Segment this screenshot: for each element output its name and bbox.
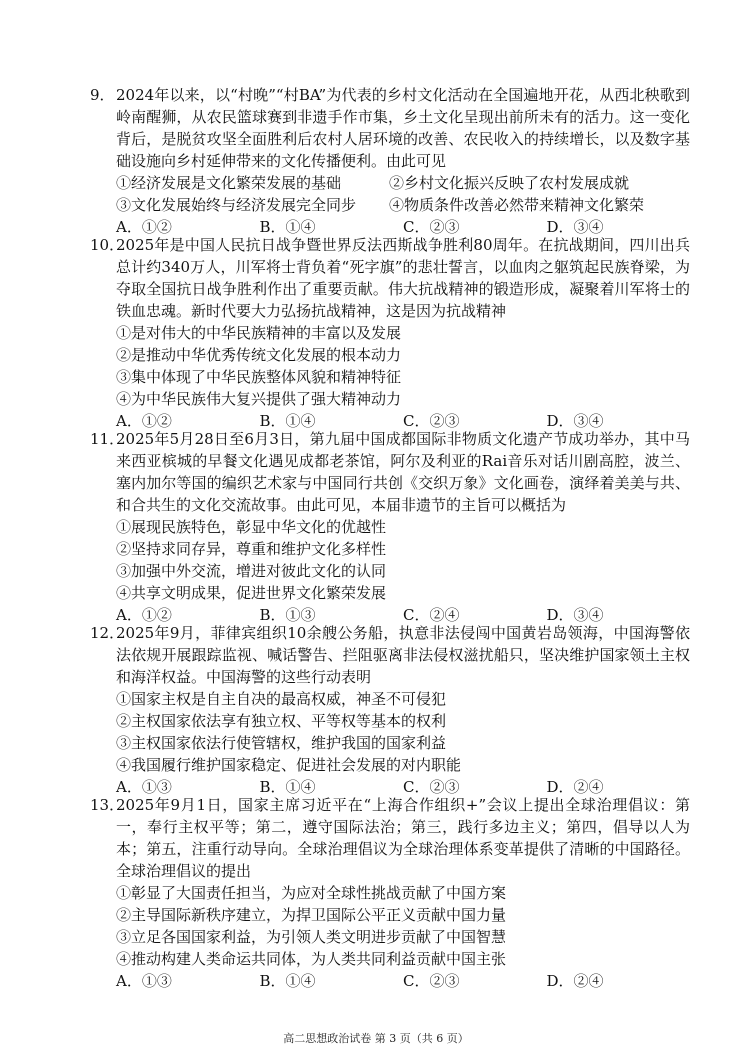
- question-stem: [90, 794, 690, 882]
- statement: ①是对伟大的中华民族精神的丰富以及发展: [116, 324, 402, 342]
- choice-b[interactable]: B．①④: [259, 778, 316, 796]
- statement: ③集中体现了中华民族整体风貌和精神特征: [116, 368, 402, 386]
- question-number: 9．: [90, 86, 115, 104]
- question-number: 13．: [90, 796, 125, 814]
- question-text: 2025年5月28日至6月3日，第九届中国成都国际非物质文化遗产节成功举办，其中马来西亚槟城的早餐文化遇见成都老茶馆，阿尔及利亚的Rai音乐对话川剧高腔，波兰、塞内加尔等国的编织艺术家与中国同行共创《交织万象》文化画卷，演绎着美美与共、和合共生的文化交流故事。由此可见，本届非遗节的主旨可以概括为: [116, 430, 690, 514]
- choice-c[interactable]: C．②④: [403, 606, 460, 624]
- question-text: 2025年9月，菲律宾组织10余艘公务船，执意非法侵闯中国黄岩岛领海，中国海警依法依规开展跟踪监视、喊话警告、拦阻驱离非法侵权滋扰船只，坚决维护国家领土主权和海洋权益。中国海警的这些行动表明: [116, 624, 690, 686]
- statement: ②乡村文化振兴反映了农村发展成就: [389, 174, 630, 192]
- statement: ③主权国家依法行使管辖权，维护我国的国家利益: [116, 734, 447, 752]
- statement: ②主导国际新秩序建立，为捍卫国际公平正义贡献中国力量: [116, 906, 507, 924]
- statement: ①经济发展是文化繁荣发展的基础: [116, 174, 342, 192]
- statement: ④推动构建人类命运共同体，为人类共同利益贡献中国主张: [116, 950, 507, 968]
- choice-a[interactable]: A．①③: [116, 778, 172, 796]
- choice-c[interactable]: C．②③: [403, 412, 460, 430]
- question-stem: [90, 622, 690, 688]
- question-number: 10．: [90, 236, 125, 254]
- choice-b[interactable]: B．①④: [259, 972, 316, 990]
- choice-c[interactable]: C．②③: [403, 972, 460, 990]
- statement: ③文化发展始终与经济发展完全同步: [116, 196, 357, 214]
- question-11: [90, 428, 690, 626]
- choice-a[interactable]: A．①②: [116, 606, 172, 624]
- statement: ②主权国家依法享有独立权、平等权等基本的权利: [116, 712, 447, 730]
- choice-a[interactable]: A．①③: [116, 972, 172, 990]
- question-12: [90, 622, 690, 798]
- question-stem: [90, 234, 690, 322]
- choice-b[interactable]: B．①④: [259, 412, 316, 430]
- statement: ④我国履行维护国家稳定、促进社会发展的对内职能: [116, 756, 462, 774]
- choice-d[interactable]: D．③④: [546, 412, 604, 430]
- answer-choices: [90, 970, 690, 992]
- choice-a[interactable]: A．①②: [116, 218, 172, 236]
- statement-row: [90, 172, 690, 194]
- statement: ③立足各国国家利益，为引领人类文明进步贡献了中国智慧: [116, 928, 507, 946]
- question-9: [90, 84, 690, 238]
- question-stem: [90, 84, 690, 172]
- statement: ②坚持求同存异，尊重和维护文化多样性: [116, 540, 387, 558]
- question-text: 2025年9月1日，国家主席习近平在“上海合作组织+”会议上提出全球治理倡议：第一，奉行主权平等；第二，遵守国际法治；第三，践行多边主义；第四，倡导以人为本；第五，注重行动导向。全球治理倡议为全球治理体系变革提供了清晰的中国路径。全球治理倡议的提出: [116, 796, 690, 880]
- choice-d[interactable]: D．②④: [546, 778, 604, 796]
- choice-d[interactable]: D．③④: [546, 218, 604, 236]
- question-10: [90, 234, 690, 432]
- statement: ②是推动中华优秀传统文化发展的根本动力: [116, 346, 402, 364]
- choice-d[interactable]: D．③④: [546, 606, 604, 624]
- page-footer: 高二思想政治试卷 第 3 页（共 6 页）: [283, 1032, 469, 1045]
- question-13: [90, 794, 690, 992]
- statement: ①展现民族特色，彰显中华文化的优越性: [116, 518, 387, 536]
- question-text: 2025年是中国人民抗日战争暨世界反法西斯战争胜利80周年。在抗战期间，四川出兵总计约340万人，川军将士背负着“死字旗”的悲壮誓言，以血肉之躯筑起民族脊梁，为夺取全国抗日战争胜利作出了重要贡献。伟大抗战精神的锻造形成，凝聚着川军将士的铁血忠魂。新时代要大力弘扬抗战精神，这是因为抗战精神: [116, 236, 690, 320]
- choice-a[interactable]: A．①②: [116, 412, 172, 430]
- question-number: 12．: [90, 624, 125, 642]
- choice-c[interactable]: C．②③: [403, 218, 460, 236]
- statement: ④物质条件改善必然带来精神文化繁荣: [389, 196, 645, 214]
- statement: ①国家主权是自主自决的最高权威，神圣不可侵犯: [116, 690, 447, 708]
- statement-row: [90, 194, 690, 216]
- question-number: 11．: [90, 430, 125, 448]
- choice-c[interactable]: C．②③: [403, 778, 460, 796]
- statement: ④为中华民族伟大复兴提供了强大精神动力: [116, 390, 402, 408]
- statement: ③加强中外交流，增进对彼此文化的认同: [116, 562, 387, 580]
- question-stem: [90, 428, 690, 516]
- statement: ④共享文明成果，促进世界文化繁荣发展: [116, 584, 387, 602]
- statement: ①彰显了大国责任担当，为应对全球性挑战贡献了中国方案: [116, 884, 507, 902]
- choice-b[interactable]: B．①③: [259, 606, 316, 624]
- choice-b[interactable]: B．①④: [259, 218, 316, 236]
- question-text: 2024年以来，以“村晚”“村BA”为代表的乡村文化活动在全国遍地开花，从西北秧歌到岭南醒狮，从农民篮球赛到非遗手作市集，乡土文化呈现出前所未有的活力。这一变化背后，是脱贫攻坚全面胜利后农村人居环境的改善、农民收入的持续增长，以及数字基础设施向乡村延伸带来的文化传播便利。由此可见: [116, 86, 690, 170]
- choice-d[interactable]: D．②④: [546, 972, 604, 990]
